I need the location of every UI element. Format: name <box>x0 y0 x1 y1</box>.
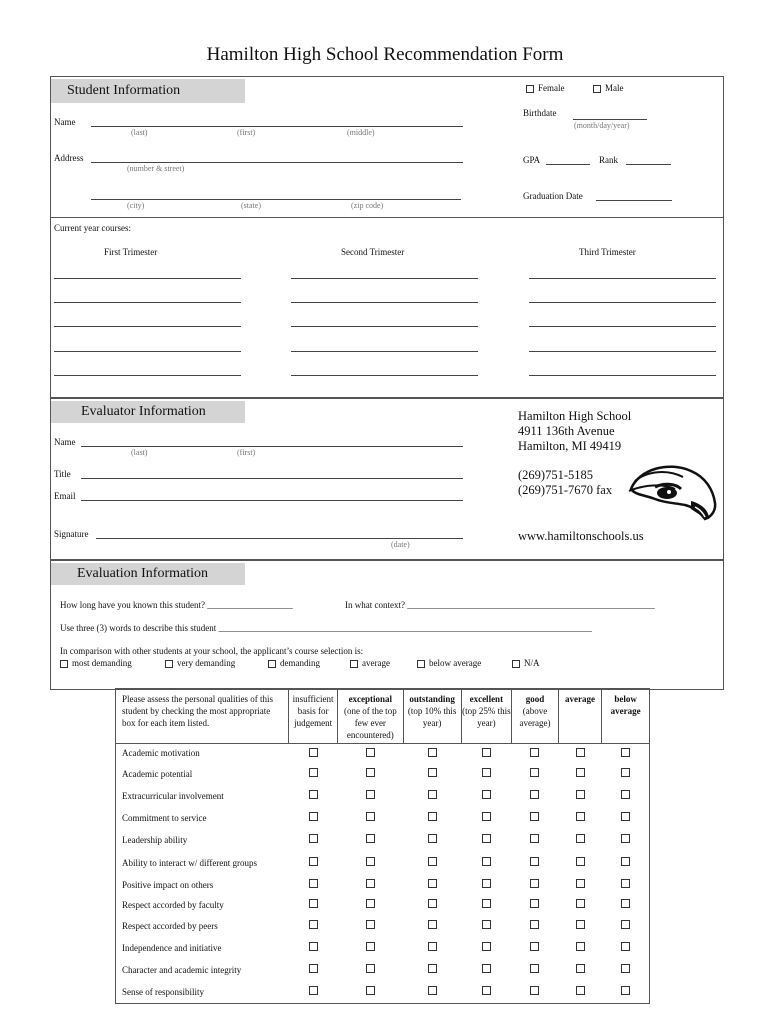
rating-column-header <box>461 689 512 744</box>
rating-cell <box>512 763 559 785</box>
evaluator-sub-last: (last) <box>131 448 148 457</box>
rating-cell <box>512 981 559 1003</box>
rating-cell <box>461 785 512 807</box>
rating-cell <box>558 763 602 785</box>
ratings-table-frame <box>115 688 650 1004</box>
male-option[interactable] <box>593 83 624 93</box>
rating-cell <box>403 875 461 895</box>
rating-checkbox[interactable] <box>309 920 318 929</box>
option-below-average[interactable]: below average <box>417 658 481 668</box>
rating-cell <box>602 851 649 875</box>
rating-checkbox[interactable] <box>366 768 375 777</box>
rating-cell <box>403 807 461 829</box>
rating-item-label: Sense of responsibility <box>122 986 204 997</box>
rating-item-label: Academic potential <box>122 768 193 779</box>
trimester-3-label: Third Trimester <box>579 247 636 257</box>
evaluation-header: Evaluation Information <box>51 563 245 585</box>
rating-cell <box>558 807 602 829</box>
rating-checkbox[interactable] <box>482 812 491 821</box>
rating-column-subtitle: (one of the top few ever encountered) <box>343 706 397 740</box>
rating-checkbox[interactable] <box>309 834 318 843</box>
rating-checkbox[interactable] <box>576 879 585 888</box>
three-words-question[interactable]: Use three (3) words to describe this student ___________________________________________________________________________________ <box>60 623 592 633</box>
rating-cell <box>558 851 602 875</box>
school-website: www.hamiltonschools.us <box>518 529 644 543</box>
course-field-t1-2[interactable] <box>54 302 241 303</box>
rating-checkbox[interactable] <box>309 986 318 995</box>
rating-cell <box>337 895 403 915</box>
rating-cell <box>512 807 559 829</box>
rating-checkbox[interactable] <box>309 857 318 866</box>
rating-checkbox[interactable] <box>530 748 539 757</box>
rating-column-header <box>512 689 559 744</box>
student-section <box>50 76 724 398</box>
rating-cell <box>461 895 512 915</box>
rating-cell <box>403 959 461 981</box>
rating-checkbox[interactable] <box>482 986 491 995</box>
rating-cell <box>289 875 338 895</box>
rating-cell <box>461 829 512 851</box>
rating-checkbox[interactable] <box>309 812 318 821</box>
option-na[interactable]: N/A <box>512 658 540 668</box>
rating-cell <box>403 744 461 763</box>
rating-checkbox[interactable] <box>309 768 318 777</box>
course-field-t2-3[interactable] <box>291 326 478 327</box>
rating-checkbox[interactable] <box>482 920 491 929</box>
rating-column-header <box>289 689 338 744</box>
rating-cell <box>403 851 461 875</box>
rating-cell <box>337 851 403 875</box>
evaluator-title-label: Title <box>54 469 71 479</box>
rating-checkbox[interactable] <box>621 857 630 866</box>
rating-checkbox[interactable] <box>576 768 585 777</box>
rating-cell <box>337 744 403 763</box>
rating-cell <box>289 807 338 829</box>
rating-cell <box>337 785 403 807</box>
rating-column-title: excellent <box>469 694 504 704</box>
rating-cell <box>461 851 512 875</box>
course-field-t2-1[interactable] <box>291 278 478 279</box>
rating-item-label: Respect accorded by faculty <box>122 899 224 910</box>
graduation-field[interactable] <box>596 200 672 201</box>
option-most-demanding[interactable]: most demanding <box>60 658 132 668</box>
rating-item-label: Character and academic integrity <box>122 964 242 975</box>
rating-checkbox[interactable] <box>621 964 630 973</box>
rating-cell <box>337 915 403 937</box>
school-address-block <box>518 409 631 454</box>
name-sub-first: (first) <box>237 128 256 137</box>
rating-checkbox[interactable] <box>530 879 539 888</box>
female-checkbox[interactable] <box>526 85 534 93</box>
state-sub: (state) <box>241 201 261 210</box>
rating-checkbox[interactable] <box>482 964 491 973</box>
course-field-t3-2[interactable] <box>529 302 716 303</box>
graduation-label: Graduation Date <box>523 191 583 201</box>
rating-checkbox[interactable] <box>482 879 491 888</box>
rating-cell <box>602 895 649 915</box>
rating-checkbox[interactable] <box>366 812 375 821</box>
rating-checkbox[interactable] <box>530 899 539 908</box>
rating-cell <box>403 915 461 937</box>
rating-checkbox[interactable] <box>428 899 437 908</box>
rating-checkbox[interactable] <box>428 920 437 929</box>
rating-checkbox[interactable] <box>309 964 318 973</box>
rating-cell <box>602 785 649 807</box>
rating-cell <box>289 981 338 1003</box>
rating-cell <box>337 981 403 1003</box>
rating-checkbox[interactable] <box>366 942 375 951</box>
rating-cell <box>289 959 338 981</box>
trimester-2-label: Second Trimester <box>341 247 405 257</box>
rating-cell <box>512 851 559 875</box>
rating-checkbox[interactable] <box>576 942 585 951</box>
rating-cell <box>558 785 602 807</box>
evaluator-section <box>50 398 724 560</box>
rating-checkbox[interactable] <box>309 748 318 757</box>
rating-item-label: Independence and initiative <box>122 942 222 953</box>
rating-checkbox[interactable] <box>428 768 437 777</box>
rating-cell <box>512 785 559 807</box>
male-label: Male <box>605 83 624 93</box>
rating-checkbox[interactable] <box>576 964 585 973</box>
rating-cell <box>558 915 602 937</box>
rating-cell <box>558 937 602 959</box>
address-city-field[interactable] <box>91 199 461 200</box>
rank-label: Rank <box>599 155 618 165</box>
known-question[interactable]: How long have you known this student? ___________________ <box>60 600 293 610</box>
rating-column-title: average <box>565 694 596 704</box>
rating-cell <box>602 981 649 1003</box>
rating-checkbox[interactable] <box>530 920 539 929</box>
rating-cell <box>602 807 649 829</box>
zip-sub: (zip code) <box>351 201 384 210</box>
rating-cell <box>512 829 559 851</box>
rating-checkbox[interactable] <box>576 899 585 908</box>
rating-column-title: good <box>525 694 545 704</box>
rating-cell <box>289 763 338 785</box>
rating-cell <box>461 763 512 785</box>
rating-checkbox[interactable] <box>576 790 585 799</box>
page-title: Hamilton High School Recommendation Form <box>206 44 564 65</box>
rating-checkbox[interactable] <box>428 812 437 821</box>
rating-item-label: Commitment to service <box>122 812 207 823</box>
rating-checkbox[interactable] <box>621 899 630 908</box>
rating-column-subtitle: basis for judgement <box>294 706 333 728</box>
birthdate-label: Birthdate <box>523 108 557 118</box>
rating-column-header <box>602 689 649 744</box>
rating-checkbox[interactable] <box>366 834 375 843</box>
rating-checkbox[interactable] <box>530 986 539 995</box>
rating-checkbox[interactable] <box>482 942 491 951</box>
rating-checkbox[interactable] <box>576 986 585 995</box>
rating-checkbox[interactable] <box>482 857 491 866</box>
rating-cell <box>461 915 512 937</box>
rating-cell <box>403 763 461 785</box>
rating-cell <box>602 744 649 763</box>
course-field-t2-5[interactable] <box>291 375 478 376</box>
rating-checkbox[interactable] <box>530 768 539 777</box>
school-contact-block <box>518 468 612 498</box>
rating-checkbox[interactable] <box>621 768 630 777</box>
rating-checkbox[interactable] <box>309 899 318 908</box>
address-label: Address <box>54 153 84 163</box>
table-row <box>116 875 649 895</box>
course-field-t3-3[interactable] <box>529 326 716 327</box>
rating-checkbox[interactable] <box>366 986 375 995</box>
rating-cell <box>337 829 403 851</box>
rating-checkbox[interactable] <box>482 899 491 908</box>
evaluator-email-field[interactable] <box>81 500 463 501</box>
rating-cell <box>461 875 512 895</box>
rating-cell <box>602 959 649 981</box>
ratings-header-row <box>116 689 649 744</box>
rating-checkbox[interactable] <box>530 964 539 973</box>
course-field-t3-1[interactable] <box>529 278 716 279</box>
rating-checkbox[interactable] <box>428 986 437 995</box>
name-sub-last: (last) <box>131 128 148 137</box>
table-row <box>116 895 649 915</box>
table-row <box>116 959 649 981</box>
table-row <box>116 981 649 1003</box>
rating-cell <box>337 807 403 829</box>
rating-cell <box>558 744 602 763</box>
rating-checkbox[interactable] <box>428 857 437 866</box>
ratings-table <box>116 689 649 1003</box>
school-fax: (269)751-7670 fax <box>518 483 613 497</box>
table-row <box>116 785 649 807</box>
rating-checkbox[interactable] <box>366 920 375 929</box>
rating-checkbox[interactable] <box>428 879 437 888</box>
rating-checkbox[interactable] <box>366 790 375 799</box>
rating-checkbox[interactable] <box>366 857 375 866</box>
rating-checkbox[interactable] <box>366 879 375 888</box>
rating-checkbox[interactable] <box>309 942 318 951</box>
rating-cell <box>602 763 649 785</box>
hawk-mascot-logo <box>625 459 719 525</box>
rating-checkbox[interactable] <box>621 790 630 799</box>
evaluator-sub-first: (first) <box>237 448 256 457</box>
signature-field[interactable] <box>96 538 463 539</box>
student-header: Student Information <box>51 79 245 103</box>
rating-cell <box>461 937 512 959</box>
address-street-field[interactable] <box>91 162 463 163</box>
female-label: Female <box>538 83 565 93</box>
rating-checkbox[interactable] <box>576 834 585 843</box>
rating-cell <box>289 895 338 915</box>
rating-item-label: Extracurricular involvement <box>122 790 224 801</box>
table-row <box>116 744 649 763</box>
rating-cell <box>461 744 512 763</box>
rating-checkbox[interactable] <box>428 942 437 951</box>
rating-cell <box>512 959 559 981</box>
rating-cell <box>289 785 338 807</box>
city-sub: (city) <box>127 201 145 210</box>
rating-cell <box>403 829 461 851</box>
trimester-1-label: First Trimester <box>104 247 158 257</box>
rating-cell <box>512 744 559 763</box>
rating-checkbox[interactable] <box>309 879 318 888</box>
address-sub: (number & street) <box>127 164 185 173</box>
rating-column-title: outstanding <box>409 694 455 704</box>
rating-checkbox[interactable] <box>366 748 375 757</box>
rating-column-subtitle: (top 25% this year) <box>462 706 511 728</box>
option-very-demanding[interactable]: very demanding <box>165 658 235 668</box>
rating-cell <box>461 807 512 829</box>
course-field-t1-4[interactable] <box>54 351 241 352</box>
option-average[interactable]: average <box>350 658 390 668</box>
rating-checkbox[interactable] <box>530 834 539 843</box>
rating-cell <box>461 981 512 1003</box>
evaluator-email-label: Email <box>54 491 76 501</box>
rating-checkbox[interactable] <box>482 748 491 757</box>
rating-cell <box>558 959 602 981</box>
rating-checkbox[interactable] <box>576 857 585 866</box>
rating-cell <box>558 829 602 851</box>
rating-cell <box>461 959 512 981</box>
rating-cell <box>403 981 461 1003</box>
rating-cell <box>602 875 649 895</box>
rating-cell <box>512 937 559 959</box>
table-row <box>116 763 649 785</box>
rating-cell <box>558 895 602 915</box>
rating-cell <box>403 895 461 915</box>
school-address-line2: Hamilton, MI 49419 <box>518 439 622 453</box>
course-field-t2-2[interactable] <box>291 302 478 303</box>
rating-checkbox[interactable] <box>428 790 437 799</box>
rating-item-label: Leadership ability <box>122 834 188 845</box>
rating-cell <box>289 744 338 763</box>
birthdate-sub: (month/day/year) <box>574 121 630 130</box>
rating-cell <box>403 785 461 807</box>
ratings-intro: Please assess the personal qualities of this student by checking the most appropriate box for each item listed. <box>116 689 289 744</box>
female-option[interactable] <box>526 83 565 93</box>
school-name: Hamilton High School <box>518 409 632 423</box>
rating-cell <box>289 829 338 851</box>
gpa-field[interactable] <box>546 164 590 165</box>
date-sub: (date) <box>391 540 410 549</box>
rating-cell <box>337 937 403 959</box>
rating-cell <box>512 875 559 895</box>
table-row <box>116 807 649 829</box>
rating-column-header <box>403 689 461 744</box>
rating-checkbox[interactable] <box>576 920 585 929</box>
rating-column-subtitle: (top 10% this year) <box>407 706 457 728</box>
evaluator-title-field[interactable] <box>81 478 463 479</box>
rating-column-title: below average <box>610 694 641 716</box>
rating-cell <box>289 851 338 875</box>
rating-checkbox[interactable] <box>621 942 630 951</box>
table-row <box>116 915 649 937</box>
name-sub-middle: (middle) <box>347 128 375 137</box>
rating-checkbox[interactable] <box>621 879 630 888</box>
gpa-label: GPA <box>523 155 541 165</box>
rating-checkbox[interactable] <box>621 986 630 995</box>
rating-checkbox[interactable] <box>428 834 437 843</box>
comparison-question: In comparison with other students at your school, the applicant’s course selection is: <box>60 646 364 656</box>
table-row <box>116 829 649 851</box>
rating-cell <box>602 829 649 851</box>
evaluator-name-field[interactable] <box>81 446 463 447</box>
rating-item-label: Positive impact on others <box>122 879 214 890</box>
option-demanding[interactable]: demanding <box>268 658 320 668</box>
context-question[interactable]: In what context? _______________________________________________________ <box>345 600 655 610</box>
rating-cell <box>602 915 649 937</box>
courses-label: Current year courses: <box>54 223 131 233</box>
school-address-line1: 4911 136th Avenue <box>518 424 615 438</box>
rating-cell <box>602 937 649 959</box>
rating-column-title: insufficient <box>292 694 334 704</box>
rating-checkbox[interactable] <box>366 899 375 908</box>
rating-item-label: Ability to interact w/ different groups <box>122 857 258 868</box>
rating-checkbox[interactable] <box>621 834 630 843</box>
rating-cell <box>403 937 461 959</box>
rating-cell <box>337 959 403 981</box>
rating-checkbox[interactable] <box>621 920 630 929</box>
rating-column-header <box>337 689 403 744</box>
male-checkbox[interactable] <box>593 85 601 93</box>
table-row <box>116 937 649 959</box>
rating-cell <box>558 981 602 1003</box>
rating-checkbox[interactable] <box>482 834 491 843</box>
rating-checkbox[interactable] <box>530 790 539 799</box>
rating-item-label: Respect accorded by peers <box>122 920 218 931</box>
rank-field[interactable] <box>626 164 671 165</box>
rating-checkbox[interactable] <box>576 748 585 757</box>
rating-cell <box>337 763 403 785</box>
rating-checkbox[interactable] <box>482 790 491 799</box>
course-field-t3-4[interactable] <box>529 351 716 352</box>
table-row <box>116 851 649 875</box>
rating-checkbox[interactable] <box>428 964 437 973</box>
rating-cell <box>512 895 559 915</box>
rating-checkbox[interactable] <box>428 748 437 757</box>
course-field-t1-5[interactable] <box>54 375 241 376</box>
rating-checkbox[interactable] <box>576 812 585 821</box>
rating-cell <box>289 915 338 937</box>
rating-checkbox[interactable] <box>530 942 539 951</box>
rating-checkbox[interactable] <box>366 964 375 973</box>
school-phone: (269)751-5185 <box>518 468 593 482</box>
rating-column-subtitle: (above average) <box>519 706 551 728</box>
rating-column-header <box>558 689 602 744</box>
rating-checkbox[interactable] <box>309 790 318 799</box>
rating-checkbox[interactable] <box>482 768 491 777</box>
rating-column-title: exceptional <box>348 694 393 704</box>
student-name-field[interactable] <box>91 126 463 127</box>
rating-checkbox[interactable] <box>530 857 539 866</box>
rating-cell <box>289 937 338 959</box>
rating-cell <box>558 875 602 895</box>
rating-checkbox[interactable] <box>621 812 630 821</box>
name-label: Name <box>54 117 76 127</box>
evaluator-name-label: Name <box>54 437 76 447</box>
rating-checkbox[interactable] <box>530 812 539 821</box>
rating-cell <box>512 915 559 937</box>
rating-item-label: Academic motivation <box>122 748 200 759</box>
rating-cell <box>337 875 403 895</box>
rating-checkbox[interactable] <box>621 748 630 757</box>
course-field-t2-4[interactable] <box>291 351 478 352</box>
evaluation-section <box>50 560 724 690</box>
course-field-t1-3[interactable] <box>54 326 241 327</box>
birthdate-field[interactable] <box>573 119 647 120</box>
evaluator-header: Evaluator Information <box>51 401 245 423</box>
course-field-t1-1[interactable] <box>54 278 241 279</box>
course-field-t3-5[interactable] <box>529 375 716 376</box>
signature-label: Signature <box>54 529 89 539</box>
